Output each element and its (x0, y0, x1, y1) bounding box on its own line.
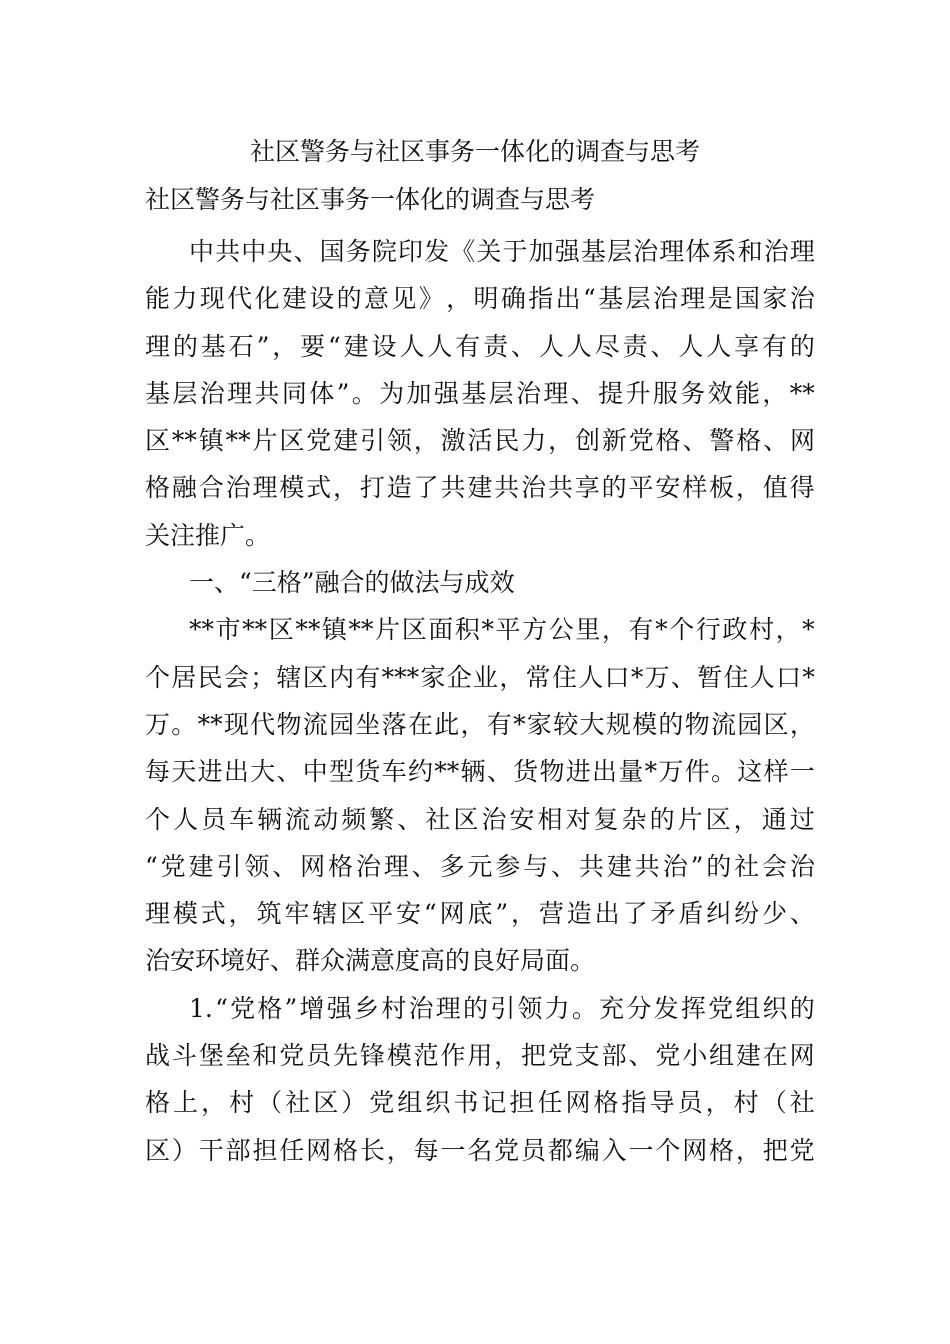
text-line: 中 共 中 央 、 国 务 院 印 发 《 关 于 加 强 基 层 治 理 体 系 和 治 理 (189, 237, 815, 266)
document-subtitle: 社区警务与社区事务一体化的调查与思考 (145, 185, 596, 214)
text-line: 区 ） 干 部 担 任 网 格 长 ， 每 一 名 党 员 都 编 入 一 个 网 格 ， 把 党 (145, 1135, 815, 1165)
document-title: 社区警务与社区事务一体化的调查与思考 (249, 137, 700, 166)
text-line: 能 力 现 代 化 建 设 的 意 见 》 ， 明 确 指 出 “ 基 层 治 理 是 国 家 治 (145, 284, 815, 314)
text-line: 万 。 ** 现 代 物 流 园 坐 落 在 此 ， 有 * 家 较 大 规 模 的 物 流 园 区 ， (145, 709, 815, 739)
document-body (145, 228, 815, 1174)
text-line: ** 市 ** 区 ** 镇 ** 片 区 面 积 * 平 方 公 里 ， 有 * 个 行 政 村 ， * (189, 615, 815, 645)
text-line: 治安环境好、群众满意度高的良好局面。 (145, 946, 596, 976)
text-line: 格 融 合 治 理 模 式 ， 打 造 了 共 建 共 治 共 享 的 平 安 样 板 ， 值 得 (145, 473, 815, 503)
text-line: 一、“三格”融合的做法与成效 (189, 568, 515, 598)
text-line: 格 上 ， 村 （ 社 区 ） 党 组 织 书 记 担 任 网 格 指 导 员 ， 村 （ 社 (145, 1088, 815, 1118)
text-line: 基 层 治 理 共 同 体 ” 。 为 加 强 基 层 治 理 、 提 升 服 务 效 能 ， ** (145, 378, 815, 408)
text-line: 区 ** 镇 ** 片 区 党 建 引 领 ， 激 活 民 力 ， 创 新 党 格 、 警 格 、 网 (145, 426, 815, 456)
text-line: 个 人 员 车 辆 流 动 频 繁 、 社 区 治 安 相 对 复 杂 的 片 区 ， 通 过 (145, 804, 815, 834)
text-line: 个 居 民 会 ； 辖 区 内 有 *** 家 企 业 ， 常 住 人 口 * 万 、 暂 住 人 口 * (145, 662, 815, 692)
text-line: 战 斗 堡 垒 和 党 员 先 锋 模 范 作 用 ， 把 党 支 部 、 党 小 组 建 在 网 (145, 1041, 815, 1071)
text-line: 1. “ 党 格 ” 增 强 乡 村 治 理 的 引 领 力 。 充 分 发 挥 党 组 织 的 (189, 993, 815, 1023)
text-line: 理 模 式 ， 筑 牢 辖 区 平 安 “ 网 底 ” ， 营 造 出 了 矛 盾 纠 纷 少 、 (145, 899, 815, 929)
text-line: 关注推广。 (145, 520, 271, 550)
text-line: “ 党 建 引 领 、 网 格 治 理 、 多 元 参 与 、 共 建 共 治 ” 的 社 会 治 (145, 851, 815, 881)
text-line: 每 天 进 出 大 、 中 型 货 车 约 ** 辆 、 货 物 进 出 量 * 万 件 。 这 样 一 (145, 757, 815, 787)
text-line: 理 的 基 石 ” ， 要 “ 建 设 人 人 有 责 、 人 人 尽 责 、 人 人 享 有 的 (145, 331, 815, 361)
